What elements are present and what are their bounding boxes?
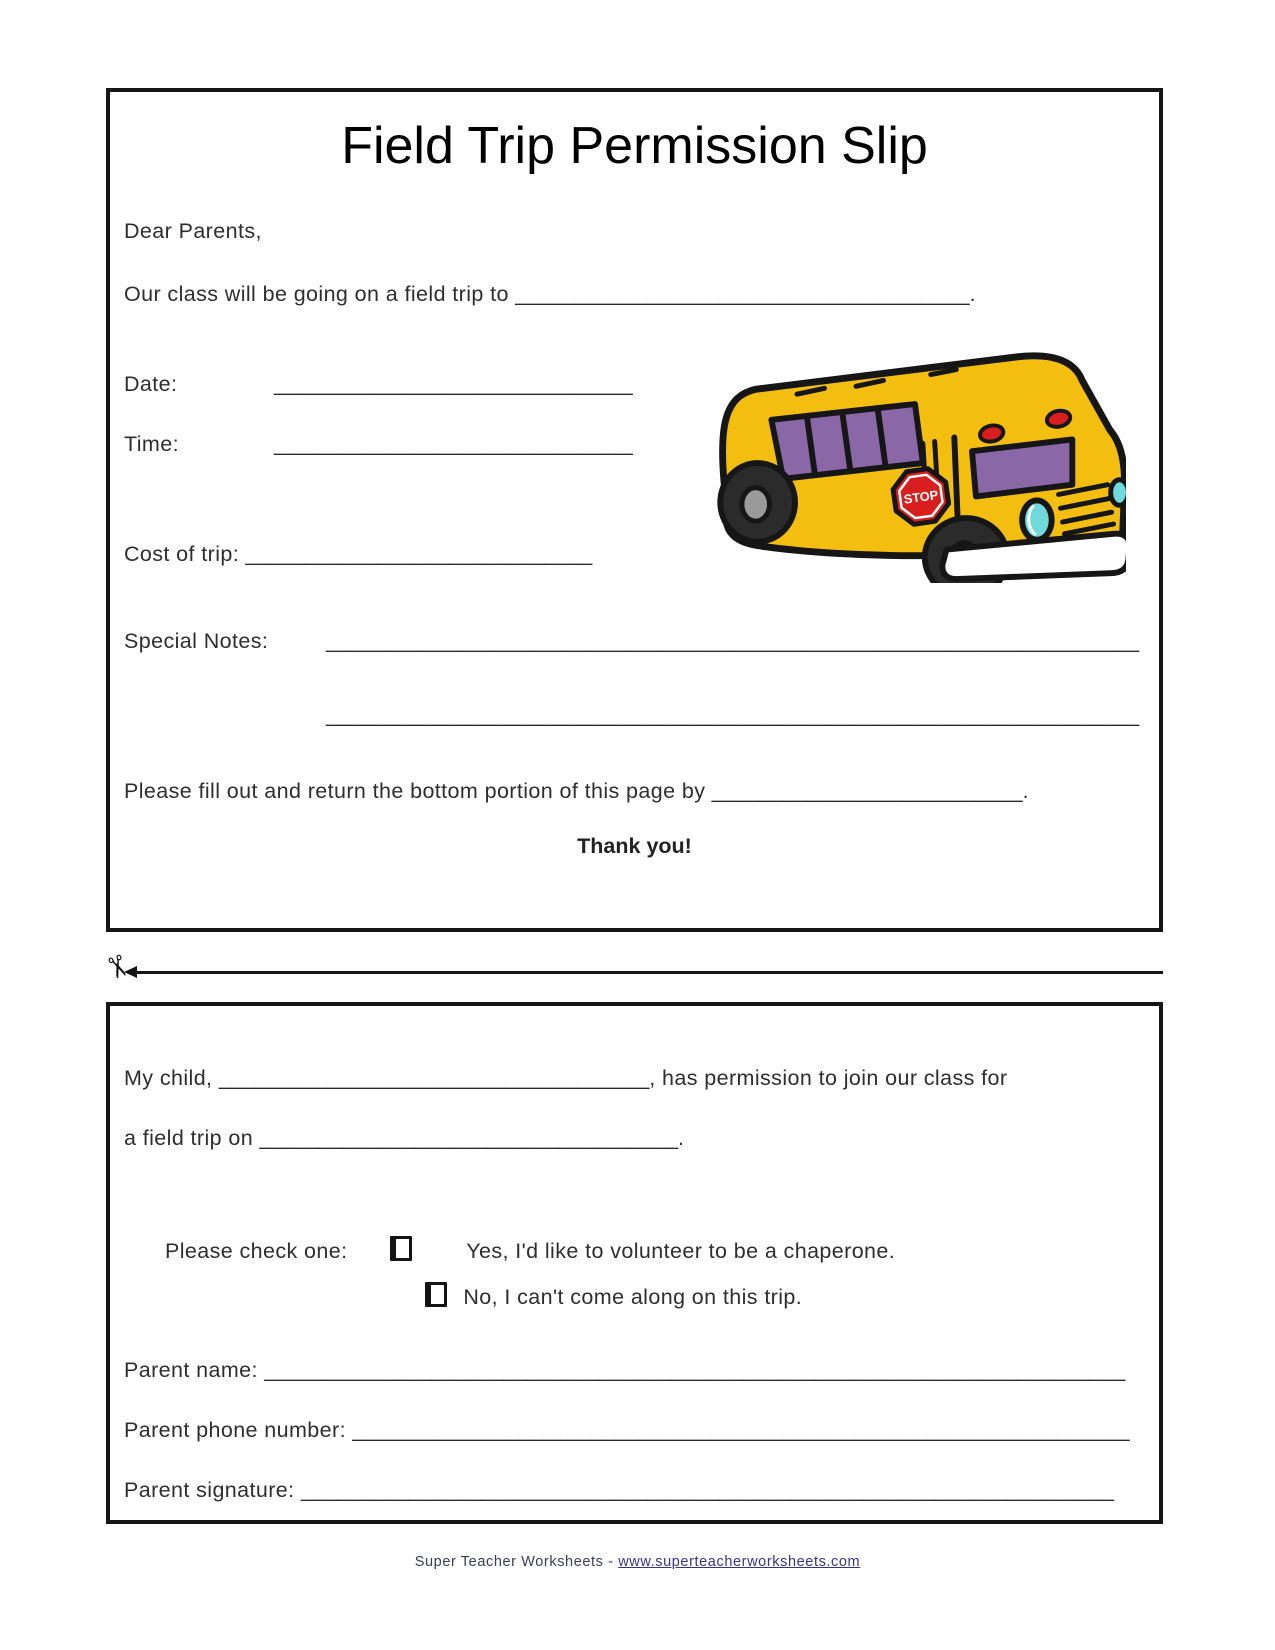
check-one-row-yes xyxy=(165,1236,895,1264)
school-bus-image xyxy=(702,347,1126,583)
time-label: Time: xyxy=(124,432,179,456)
intro-line xyxy=(124,282,976,307)
child-name-suffix: , has permission to join our class for xyxy=(649,1066,1008,1090)
thank-you-text: Thank you! xyxy=(577,834,692,858)
parent-name-label: Parent name: xyxy=(124,1358,265,1382)
notes-blank-line-1[interactable]: ____________________________________________________________________ xyxy=(326,629,1140,653)
parent-phone-label: Parent phone number: xyxy=(124,1418,353,1442)
return-by-blank-line[interactable]: __________________________ xyxy=(711,779,1023,803)
bus-headlight xyxy=(1111,480,1126,506)
time-row xyxy=(124,432,633,457)
destination-blank-line[interactable]: ______________________________________ xyxy=(515,282,970,306)
trip-date-blank-line[interactable]: ___________________________________ xyxy=(259,1126,678,1150)
child-name-line xyxy=(124,1066,1007,1091)
child-name-blank-line[interactable]: ____________________________________ xyxy=(218,1066,650,1090)
trip-date-period: . xyxy=(678,1126,685,1150)
footer xyxy=(0,1554,1275,1570)
top-section-box xyxy=(106,88,1163,932)
date-blank-line[interactable]: ______________________________ xyxy=(274,372,633,396)
return-slip-box xyxy=(106,1002,1163,1524)
special-notes-label: Special Notes: xyxy=(124,629,269,653)
parent-name-row xyxy=(124,1358,1125,1383)
time-blank-line[interactable]: ______________________________ xyxy=(274,432,633,456)
trip-date-line xyxy=(124,1126,684,1151)
bus-windshield xyxy=(972,439,1072,496)
scissors-icon: ✂ xyxy=(96,950,137,985)
cost-label: Cost of trip: xyxy=(124,542,246,566)
trip-date-prefix: a field trip on xyxy=(124,1126,260,1150)
special-notes-lines xyxy=(326,629,1139,728)
return-by-line xyxy=(124,779,1029,804)
check-one-prompt: Please check one: xyxy=(165,1239,348,1263)
return-by-period: . xyxy=(1022,779,1029,803)
cost-blank-line[interactable]: _____________________________ xyxy=(245,542,593,566)
footer-credit-text: Super Teacher Worksheets - xyxy=(414,1554,619,1570)
intro-period: . xyxy=(969,282,977,306)
no-checkbox[interactable] xyxy=(425,1282,447,1307)
cost-row xyxy=(124,542,592,567)
parent-phone-blank-line[interactable]: _________________________________________________________________ xyxy=(352,1418,1130,1442)
intro-text: Our class will be going on a field trip to xyxy=(124,282,516,306)
parent-signature-label: Parent signature: xyxy=(124,1478,301,1502)
footer-website-link[interactable]: www.superteacherworksheets.com xyxy=(618,1554,861,1570)
salutation: Dear Parents, xyxy=(124,219,262,243)
page-title: Field Trip Permission Slip xyxy=(341,117,928,175)
stop-sign-text: STOP xyxy=(902,487,940,507)
parent-name-blank-line[interactable]: ________________________________________________________________________ xyxy=(264,1358,1126,1382)
return-by-text: Please fill out and return the bottom portion of this page by xyxy=(124,779,712,803)
date-row xyxy=(124,372,633,397)
parent-signature-row xyxy=(124,1478,1114,1503)
child-name-prefix: My child, xyxy=(124,1066,219,1090)
date-label: Date: xyxy=(124,372,178,396)
yes-option-label: Yes, I'd like to volunteer to be a chaperone. xyxy=(466,1239,896,1263)
check-one-row-no xyxy=(425,1282,802,1310)
cut-here-line xyxy=(136,971,1163,974)
bus-headlight xyxy=(1022,500,1052,539)
parent-signature-blank-line[interactable]: ____________________________________________________________________ xyxy=(300,1478,1115,1502)
no-option-label: No, I can't come along on this trip. xyxy=(463,1285,803,1309)
yes-checkbox[interactable] xyxy=(390,1236,412,1261)
special-notes-row xyxy=(124,629,1139,728)
notes-blank-line-2[interactable]: ____________________________________________________________________ xyxy=(326,703,1140,727)
parent-phone-row xyxy=(124,1418,1130,1443)
